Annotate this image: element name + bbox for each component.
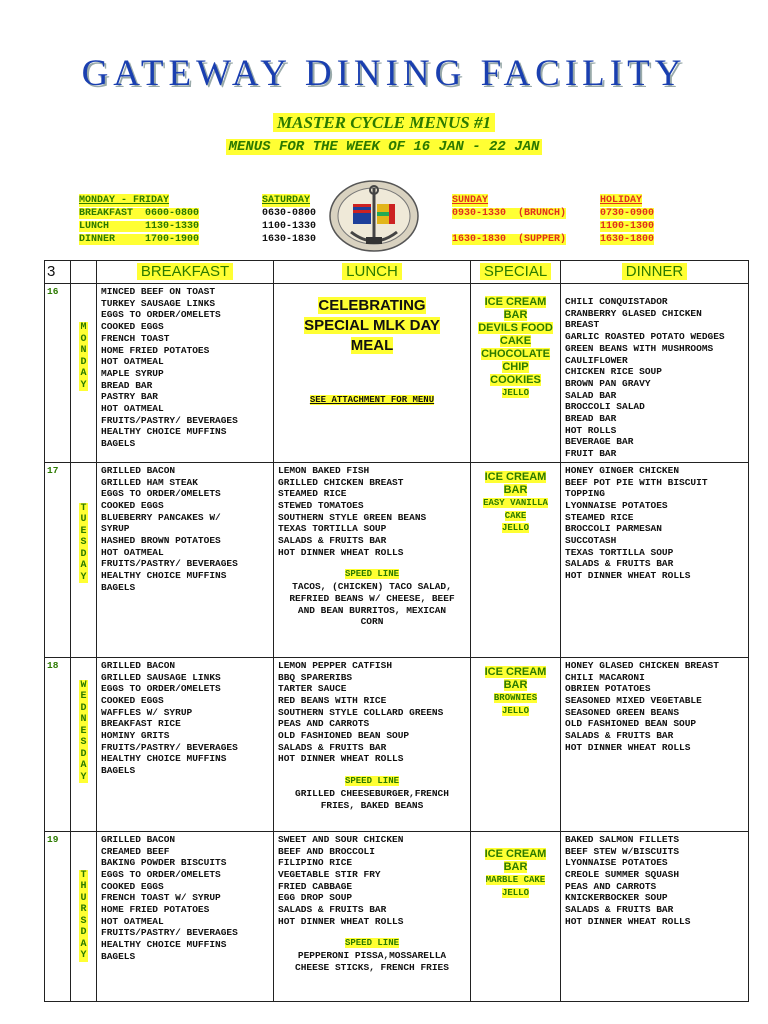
breakfast-header: BREAKFAST — [97, 261, 274, 284]
cycle-number: 3 — [45, 261, 71, 284]
special-cell: ICE CREAM BAR EASY VANILLA CAKE JELLO — [471, 462, 561, 657]
table-row — [45, 831, 749, 1001]
date-cell: 18 — [45, 657, 71, 831]
special-cell: ICE CREAM BAR DEVILS FOOD CAKE CHOCOLATE CHIP COOKIES JELLO — [471, 284, 561, 463]
saturday-hours: SATURDAY 0630-0800 1100-1330 1630-1830 — [262, 195, 317, 245]
day-label: WEDNESDAY — [80, 679, 87, 783]
table-row — [45, 657, 749, 831]
day-label: MONDAY — [80, 322, 87, 391]
attachment-note: SEE ATTACHMENT FOR MENU — [309, 395, 435, 405]
page-title: GATEWAY DINING FACILITY — [81, 53, 687, 94]
breakfast-cell: MINCED BEEF ON TOAST TURKEY SAUSAGE LINKS EGGS TO ORDER/OMELETS COOKED EGGS FRENCH TOAST HOME FRIED POTATOES HOT OATMEAL MAPLE SYRUP BREAD BAR PASTRY BAR HOT OATMEAL FRUITS/PASTRY/ BEVERAGES HEALTHY CHOICE MUFFINS BAGELS — [97, 284, 274, 463]
dinner-cell: BAKED SALMON FILLETS BEEF STEW W/BISCUITS LYONNAISE POTATOES CREOLE SUMMER SQUASH PEAS AND CARROTS KNICKERBOCKER SOUP SALADS & FRUITS BAR HOT DINNER WHEAT ROLLS — [561, 831, 749, 1001]
unit-emblem-icon — [329, 180, 419, 252]
date-cell: 17 — [45, 462, 71, 657]
date-cell: 16 — [45, 284, 71, 463]
dinner-cell: HONEY GINGER CHICKEN BEEF POT PIE WITH BISCUIT TOPPING LYONNAISE POTATOES STEAMED RICE BROCCOLI PARMESAN SUCCOTASH TEXAS TORTILLA SOUP SALADS & FRUITS BAR HOT DINNER WHEAT ROLLS — [561, 462, 749, 657]
date-cell: 19 — [45, 831, 71, 1001]
weekday-hours: MONDAY - FRIDAY BREAKFAST 0600-0800 LUNCH 1130-1330 DINNER 1700-1900 — [79, 195, 200, 245]
holiday-hours: HOLIDAY 0730-0900 1100-1300 1630-1800 — [600, 195, 655, 245]
menu-cycle-title: MASTER CYCLE MENUS #1 — [0, 113, 768, 133]
weekly-menu-table — [44, 260, 749, 1002]
lunch-header: LUNCH — [274, 261, 471, 284]
dinner-header: DINNER — [561, 261, 749, 284]
sunday-hours: SUNDAY 0930-1330 (BRUNCH) 1630-1830 (SUPPER) — [452, 195, 567, 245]
menu-week-subtitle: MENUS FOR THE WEEK OF 16 JAN - 22 JAN — [0, 137, 768, 155]
lunch-cell: SWEET AND SOUR CHICKEN BEEF AND BROCCOLI FILIPINO RICE VEGETABLE STIR FRY FRIED CABBAGE EGG DROP SOUP SALADS & FRUITS BAR HOT DINNER WHEAT ROLLS SPEED LINE PEPPERONI PISSA,MOSSARELLA CHEESE STICKS, FRENCH FRIES — [274, 831, 471, 1001]
day-label: TUESDAY — [80, 502, 87, 583]
special-cell: ICE CREAM BAR MARBLE CAKE JELLO — [471, 831, 561, 1001]
dinner-cell: HONEY GLASED CHICKEN BREAST CHILI MACARONI OBRIEN POTATOES SEASONED MIXED VEGETABLE SEASONED GREEN BEANS OLD FASHIONED BEAN SOUP SALADS & FRUITS BAR HOT DINNER WHEAT ROLLS — [561, 657, 749, 831]
speed-line-label: SPEED LINE — [344, 938, 399, 949]
breakfast-cell: GRILLED BACON GRILLED SAUSAGE LINKS EGGS TO ORDER/OMELETS COOKED EGGS WAFFLES W/ SYRUP BREAKFAST RICE HOMINY GRITS FRUITS/PASTRY/ BEVERAGES HEALTHY CHOICE MUFFINS BAGELS — [97, 657, 274, 831]
dinner-cell: CHILI CONQUISTADOR CRANBERRY GLASED CHICKEN BREAST GARLIC ROASTED POTATO WEDGES GREEN BEANS WITH MUSHROOMS CAULIFLOWER CHICKEN RICE SOUP BROWN PAN GRAVY SALAD BAR BROCCOLI SALAD BREAD BAR HOT ROLLS BEVERAGE BAR FRUIT BAR — [561, 284, 749, 463]
mlk-meal-title: CELEBRATING SPECIAL MLK DAY MEAL — [304, 297, 440, 354]
table-row — [45, 284, 749, 463]
day-label: THURSDAY — [80, 869, 87, 962]
special-cell: ICE CREAM BAR BROWNIES JELLO — [471, 657, 561, 831]
lunch-cell: LEMON BAKED FISH GRILLED CHICKEN BREAST STEAMED RICE STEWED TOMATOES SOUTHERN STYLE GREEN BEANS TEXAS TORTILLA SOUP SALADS & FRUITS BAR HOT DINNER WHEAT ROLLS SPEED LINE TACOS, (CHICKEN) TACO SALAD, REFRIED BEANS W/ CHEESE, BEEF AND BEAN BURRITOS, MEXICAN CORN — [274, 462, 471, 657]
table-row — [45, 462, 749, 657]
speed-line-label: SPEED LINE — [344, 569, 399, 580]
table-header-row — [45, 261, 749, 284]
special-header: SPECIAL — [471, 261, 561, 284]
lunch-cell: LEMON PEPPER CATFISH BBQ SPARERIBS TARTER SAUCE RED BEANS WITH RICE SOUTHERN STYLE COLLARD GREENS PEAS AND CARROTS OLD FASHIONED BEAN SOUP SALADS & FRUITS BAR HOT DINNER WHEAT ROLLS SPEED LINE GRILLED CHEESEBURGER,FRENCH FRIES, BAKED BEANS — [274, 657, 471, 831]
lunch-cell — [274, 284, 471, 463]
speed-line-label: SPEED LINE — [344, 776, 399, 787]
breakfast-cell: GRILLED BACON CREAMED BEEF BAKING POWDER BISCUITS EGGS TO ORDER/OMELETS COOKED EGGS FRENCH TOAST W/ SYRUP HOME FRIED POTATOES HOT OATMEAL FRUITS/PASTRY/ BEVERAGES HEALTHY CHOICE MUFFINS BAGELS — [97, 831, 274, 1001]
breakfast-cell: GRILLED BACON GRILLED HAM STEAK EGGS TO ORDER/OMELETS COOKED EGGS BLUEBERRY PANCAKES W/ SYRUP HASHED BROWN POTATOES HOT OATMEAL FRUITS/PASTRY/ BEVERAGES HEALTHY CHOICE MUFFINS BAGELS — [97, 462, 274, 657]
